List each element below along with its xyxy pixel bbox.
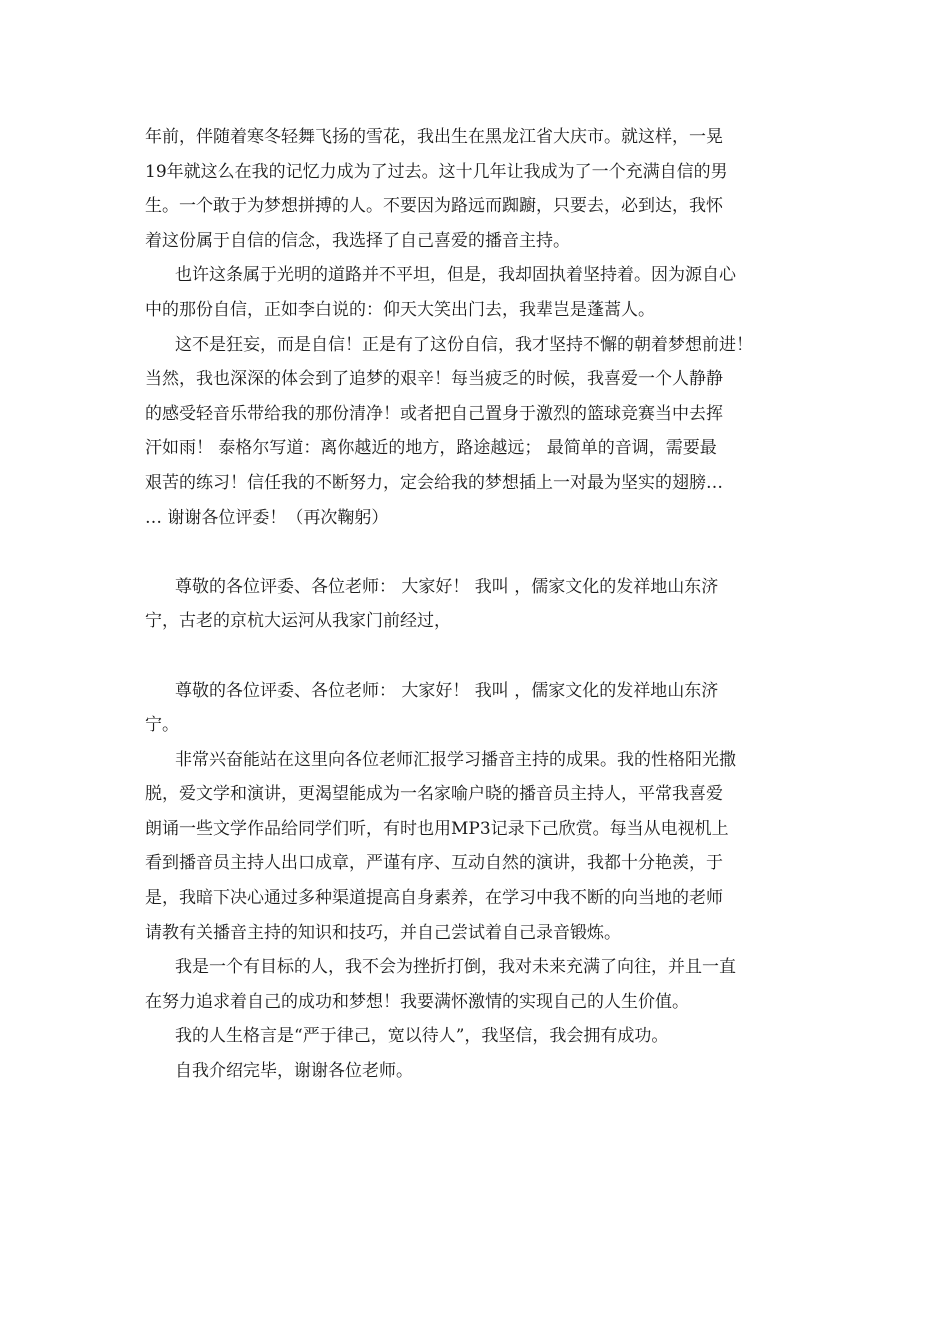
paragraph-motto: 我的人生格言是“严于律己，宽以待人”，我坚信，我会拥有成功。 <box>175 1026 669 1047</box>
document-body <box>145 120 810 1089</box>
paragraph-spacer <box>145 535 810 570</box>
paragraph-excitement: 非常兴奋能站在这里向各位老师汇报学习播音主持的成果。我的性格阳光撒 脱，爱文学和演讲，更渴望能成为一名家喻户晓的播音员主持人，平常我喜爱 朗诵一些文学作品给同学们听，有时也用MP3记录下己欣赏。每当从电视机上 看到播音员主持人出口成章，严谨有序、互动自然的演讲，我都十分艳羡，于 是，我暗下决心通过多种渠道提高自身素养，在学习中我不断的向当地的老师 请教有关播音主持的知识和技巧，并自己尝试着自己录音锻炼。 <box>145 749 736 943</box>
paragraph-birth-intro: 年前，伴随着寒冬轻舞飞扬的雪花，我出生在黑龙江省大庆市。就这样，一晃 19年就这么在我的记忆力成为了过去。这十几年让我成为了一个充满自信的男 生。一个敢于为梦想拼搏的人。不要因为路远而踟躕，只要去，必到达，我怀 着这份属于自信的信念，我选择了自己喜爱的播音主持。 <box>145 127 728 251</box>
paragraph-spacer <box>145 639 810 674</box>
paragraph-confidence: 这不是狂妄，而是自信！正是有了这份自信，我才坚持不懈的朝着梦想前进！ 当然，我也深深的体会到了追梦的艰辛！每当疲乏的时候，我喜爱一个人静静 的感受轻音乐带给我的那份清净！或者把自己置身于激烈的篮球竞赛当中去挥 汗如雨！ 泰格尔写道：离你越近的地方，路途越远； 最简单的音调，需要最 艰苦的练习！信任我的不断努力，定会给我的梦想插上一对最为坚实的翅膀… … 谢谢各位评委！（再次鞠躬） <box>145 334 753 528</box>
paragraph-closing: 自我介绍完毕，谢谢各位老师。 <box>175 1061 413 1082</box>
paragraph-persistence: 也许这条属于光明的道路并不平坦，但是，我却固执着坚持着。因为源自心 中的那份自信，正如李白说的：仰天大笑出门去，我辈岂是蓬蒿人。 <box>145 265 736 320</box>
paragraph-goals: 我是一个有目标的人，我不会为挫折打倒，我对未来充满了向往，并且一直 在努力追求着自己的成功和梦想！我要满怀激情的实现自己的人生价值。 <box>145 957 736 1012</box>
paragraph-greeting-1: 尊敬的各位评委、各位老师： 大家好！ 我叫 ，儒家文化的发祥地山东济 宁，古老的京杭大运河从我家门前经过， <box>145 576 719 632</box>
paragraph-greeting-2: 尊敬的各位评委、各位老师： 大家好！ 我叫 ，儒家文化的发祥地山东济 宁。 <box>145 680 719 736</box>
